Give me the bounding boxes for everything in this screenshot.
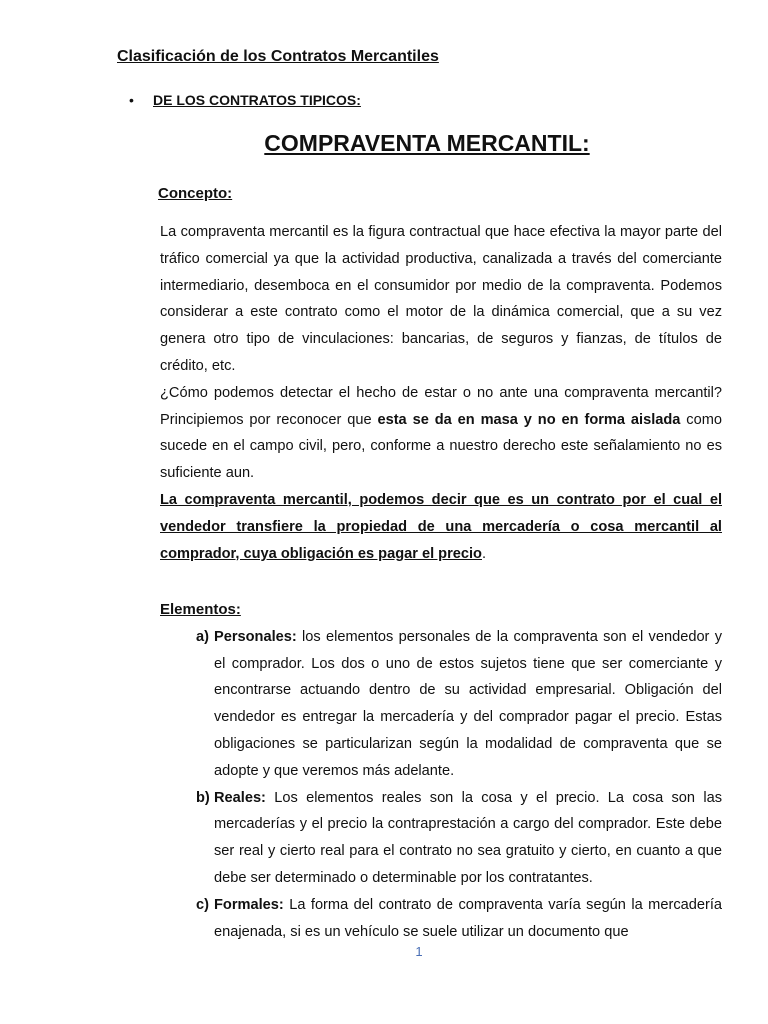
list-item-name: Personales: [214,628,297,645]
page-number: 1 [415,944,423,959]
bullet-item [129,92,361,108]
paragraph-2-start: ¿Cómo podemos detectar el hecho de estar o no ante una compraventa mercantil? Principiemos por reconocer que [160,384,722,428]
elementos-section [160,597,722,945]
list-item-name: Formales: [214,896,284,913]
paragraph-3 [160,487,722,567]
paragraph-2-emphasis: esta se da en masa y no en forma aislada [377,411,681,428]
list-marker: c) [196,896,209,913]
bullet-text: DE LOS CONTRATOS TIPICOS: [153,92,361,108]
list-item-text: La forma del contrato de compraventa varía según la mercadería enajenada, si es un vehículo se suele utilizar un documento que [214,896,722,940]
list-item [160,892,722,946]
concepto-body [160,219,722,567]
list-item [160,624,722,785]
elementos-list [160,624,722,946]
list-item-text: los elementos personales de la compraventa son el vendedor y el comprador. Los dos o uno de estos sujetos tiene que ser comerciante y encontrarse actuando dentro de su actividad empresarial. Obligación del vendedor es entregar la mercadería y del comprador pagar el precio. Estas obligaciones se particularizan según la modalidad de compraventa que se adopte y que veremos más adelante. [214,628,722,779]
list-item-name: Reales: [214,789,266,806]
elementos-label: Elementos: [160,601,241,618]
list-item-text: Los elementos reales son la cosa y el precio. La cosa son las mercaderías y el precio la contraprestación a cargo del comprador. Este debe ser real y cierto real para el contrato no sea gratuito y cierto, en cuanto a que debe ser determinado o determinable por los contratantes. [214,789,722,886]
bullet-dot-icon: • [129,92,134,108]
section-heading: COMPRAVENTA MERCANTIL: [264,130,590,156]
concepto-label: Concepto: [158,185,233,202]
list-marker: b) [196,789,210,806]
definition-period: . [481,545,487,562]
paragraph-2-end: como sucede en el campo civil, pero, conforme a nuestro derecho este señalamiento no es suficiente aun. [160,411,722,482]
definition-text: La compraventa mercantil, podemos decir que es un contrato por el cual el vendedor transfiere la propiedad de una mercadería o cosa mercantil al comprador, cuya obligación es pagar el precio [160,491,722,562]
paragraph-2 [160,380,722,487]
document-title: Clasificación de los Contratos Mercantiles [117,48,439,65]
list-marker: a) [196,628,209,645]
paragraph-1: La compraventa mercantil es la figura contractual que hace efectiva la mayor parte del tráfico comercial ya que la actividad productiva, canalizada a través del comerciante intermediario, desemboca en el consumidor por medio de la compraventa. Podemos considerar a este contrato como el motor de la dinámica comercial, que a su vez genera otro tipo de vinculaciones: bancarias, de seguros y fianzas, de títulos de crédito, etc. [160,224,722,374]
list-item [160,785,722,892]
